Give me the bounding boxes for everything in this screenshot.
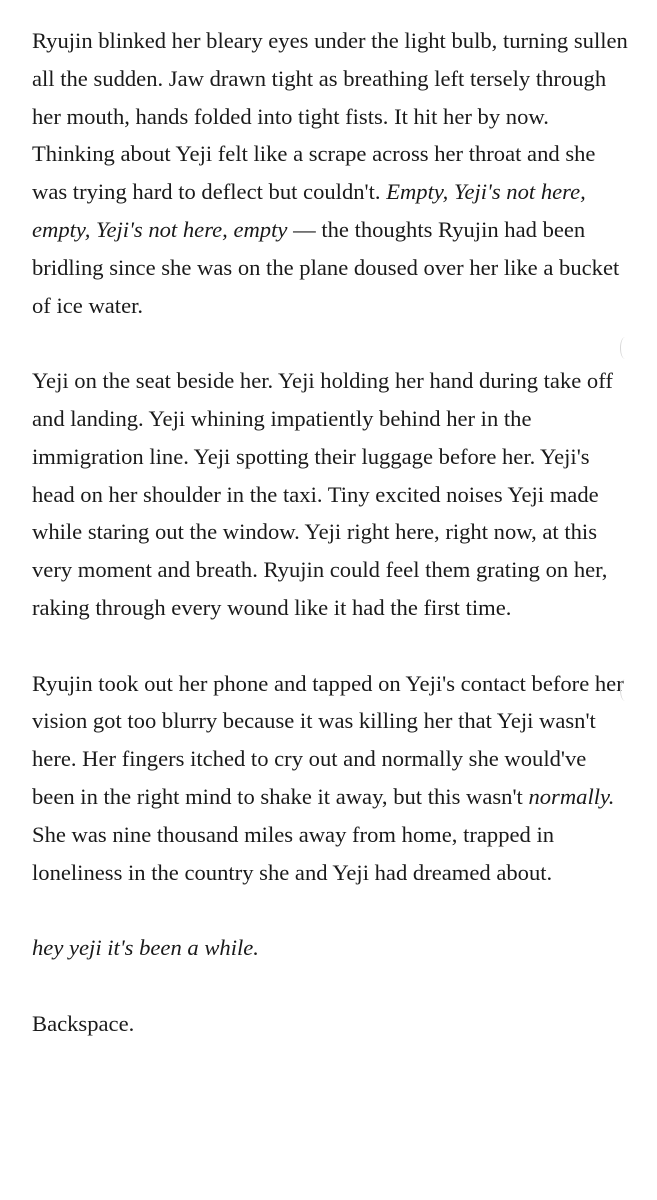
- paragraph-1: [32, 22, 632, 324]
- paragraph-4: [32, 929, 632, 967]
- edge-fragment-mark: [620, 337, 630, 359]
- paragraph-3: [32, 665, 632, 892]
- paragraph-3-text-end: She was nine thousand miles away from home, trapped in loneliness in the country she and Yeji had dreamed about.: [32, 821, 555, 885]
- paragraph-2: [32, 362, 632, 627]
- paragraph-2-text: Yeji on the seat beside her. Yeji holding her hand during take off and landing. Yeji whining impatiently behind her in the immigration line. Yeji spotting their luggage before her. Yeji's head on her shoulder in the taxi. Tiny excited noises Yeji made while staring out the window. Yeji right here, right now, at this very moment and breath. Ryujin could feel them grating on her, raking through every wound like it had the first time.: [32, 368, 613, 620]
- paragraph-1-text-start: Ryujin blinked her bleary eyes under the light bulb, turning sullen all the sudden. Jaw drawn tight as breathing left tersely through her mouth, hands folded into tight fists. It hit her by now. Thinking about Yeji felt like a scrape across her throat and she was trying hard to deflect but couldn't.: [32, 28, 628, 205]
- paragraph-5-text: Backspace.: [32, 1010, 135, 1036]
- story-text: [32, 22, 632, 1043]
- paragraph-3-italic-normally: normally.: [528, 783, 615, 809]
- paragraph-5: [32, 1005, 632, 1043]
- paragraph-4-italic-message: hey yeji it's been a while.: [32, 935, 259, 961]
- paragraph-1-text-end: — the thoughts Ryujin had been bridling since she was on the plane doused over her like a bucket of ice water.: [32, 216, 620, 318]
- paragraph-1-italic-thoughts: Empty, Yeji's not here, empty, Yeji's not here, empty: [32, 179, 586, 242]
- edge-fragment-mark: [620, 679, 630, 701]
- paragraph-3-text-start: Ryujin took out her phone and tapped on Yeji's contact before her vision got too blurry because it was killing her that Yeji wasn't here. Her fingers itched to cry out and normally she would've been in the right mind to shake it away, but this wasn't: [32, 670, 624, 809]
